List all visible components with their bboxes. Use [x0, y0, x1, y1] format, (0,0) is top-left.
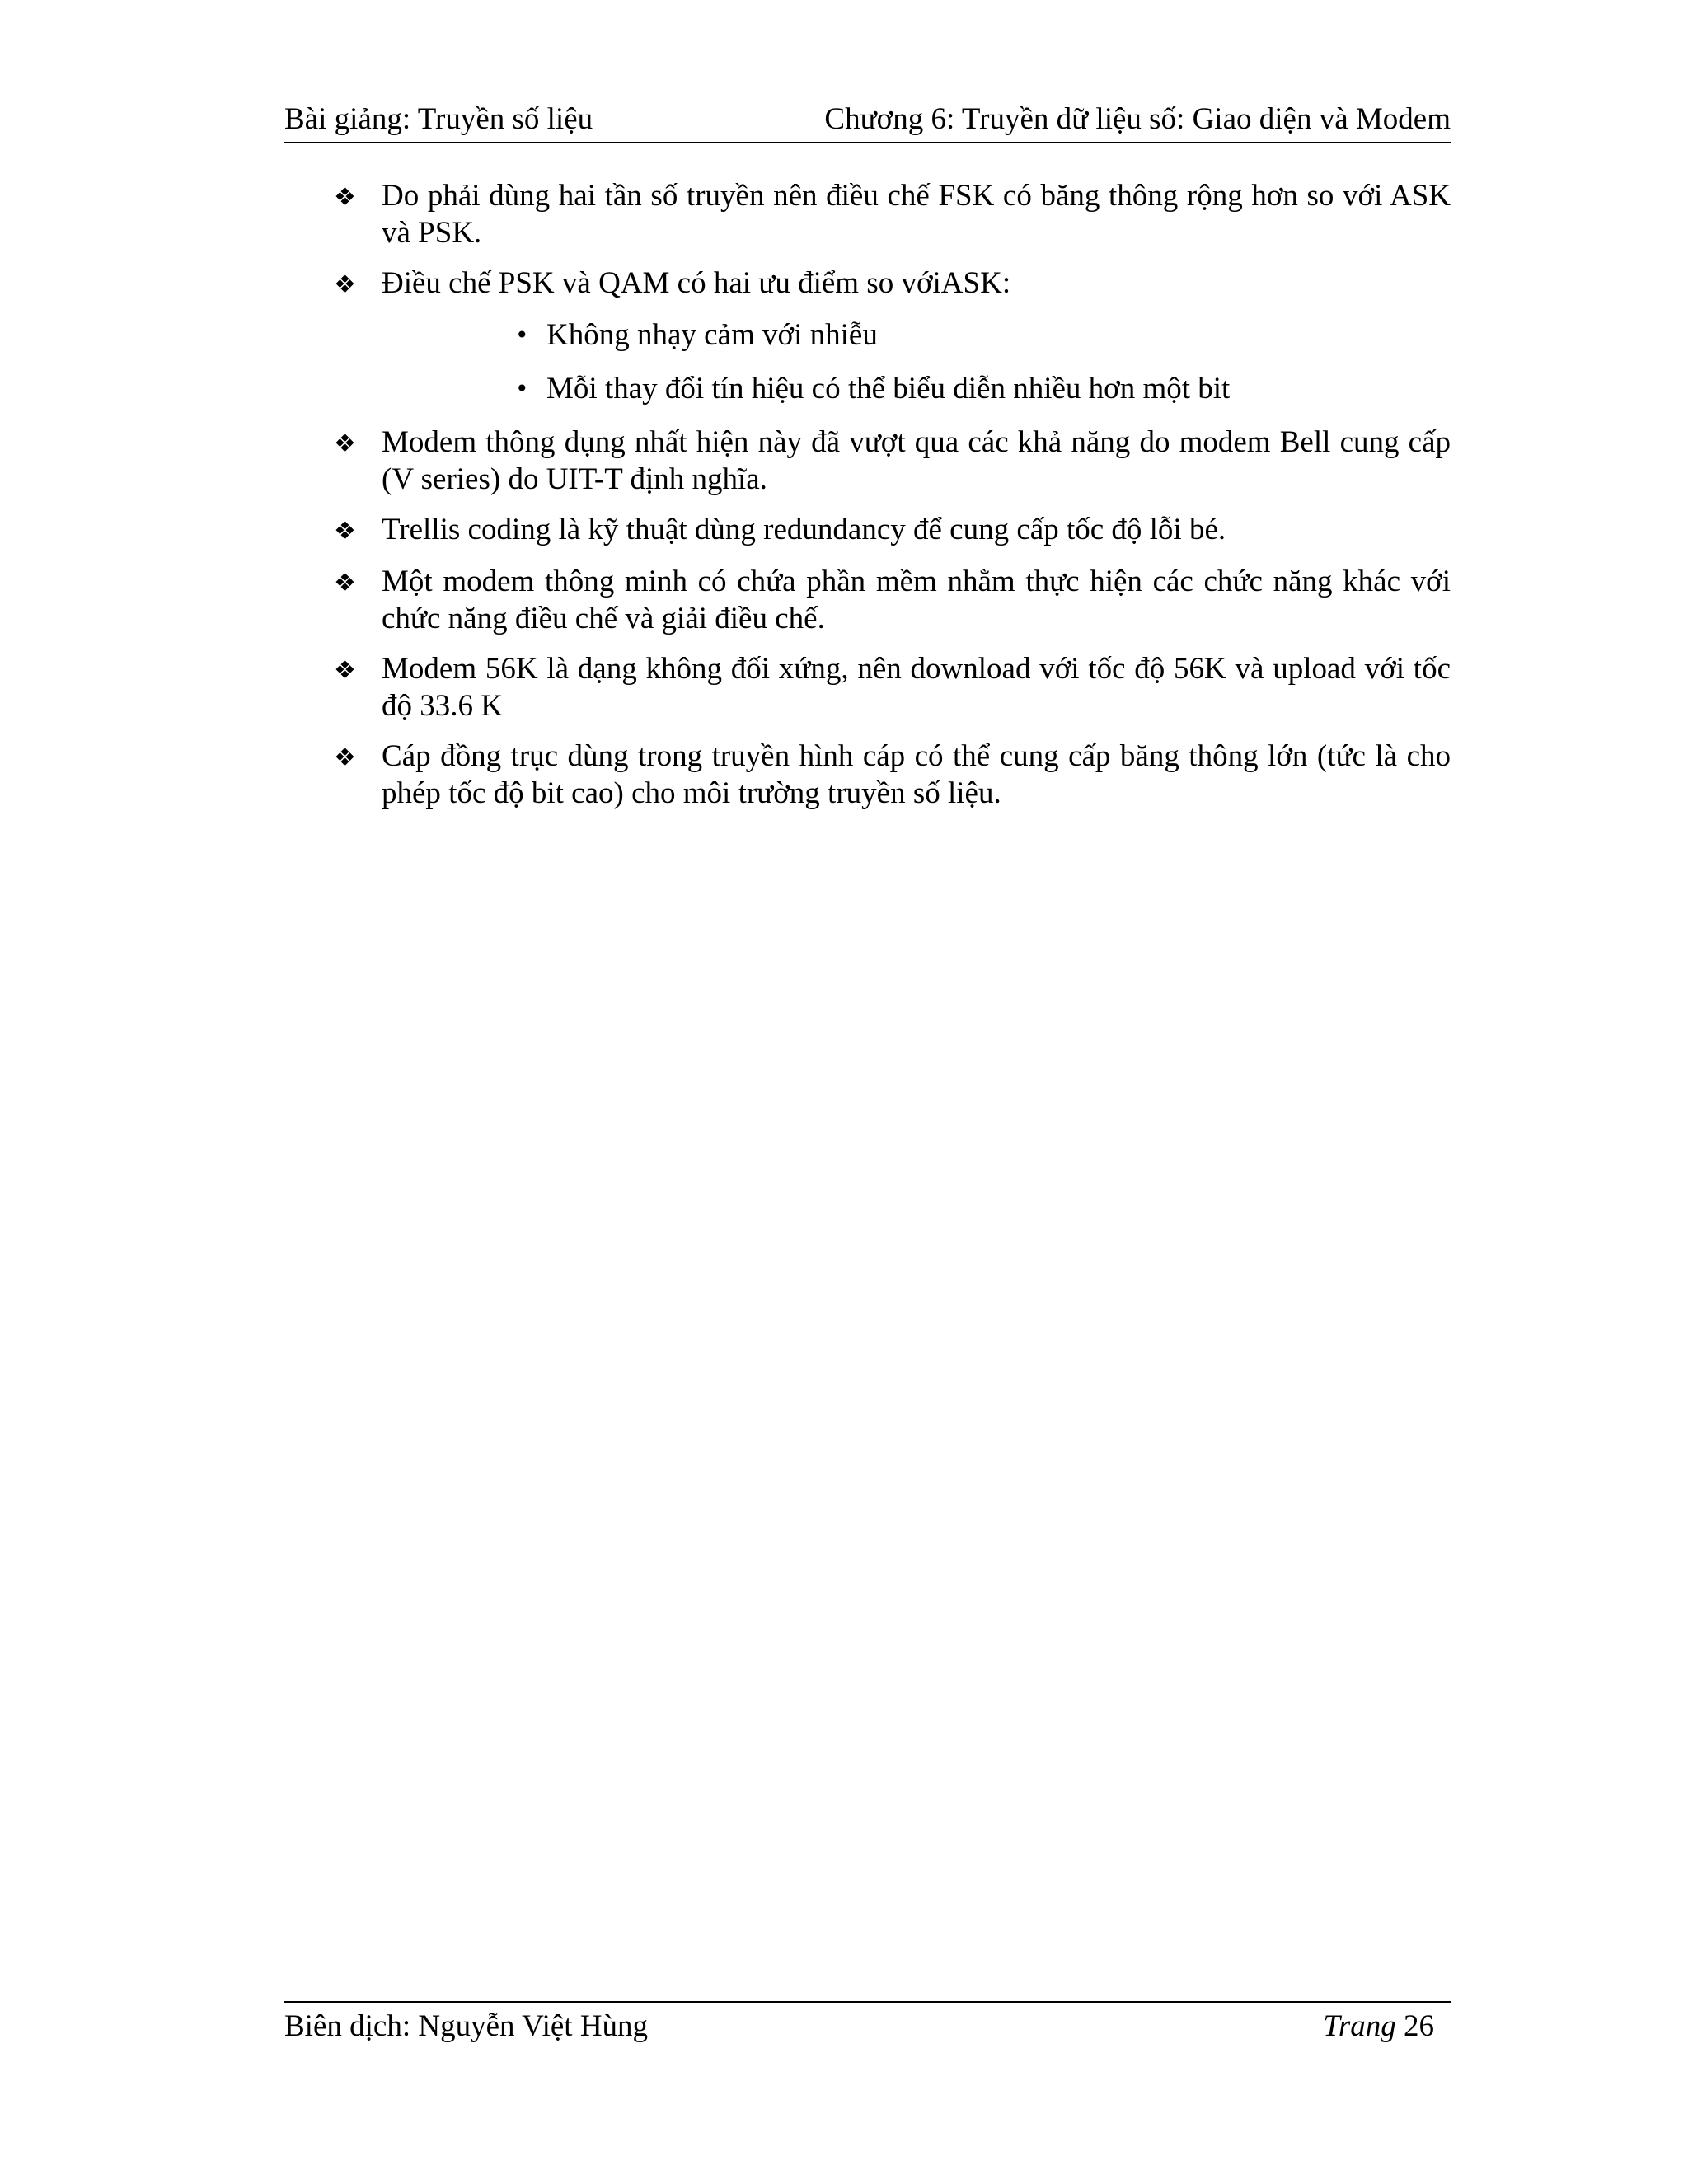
diamond-bullet-icon: ❖: [334, 569, 356, 598]
page-label: Trang: [1323, 2009, 1396, 2043]
diamond-bullet-icon: ❖: [334, 656, 356, 685]
diamond-bullet-icon: ❖: [334, 270, 356, 299]
page-number: [1323, 2008, 1451, 2046]
diamond-bullet-icon: ❖: [334, 183, 356, 212]
sub-list-item-text: Không nhạy cảm với nhiễu: [546, 318, 878, 352]
list-item-text: Modem thông dụng nhất hiện này đã vượt qua các khả năng do modem Bell cung cấp (V series) do UIT-T định nghĩa.: [382, 425, 1451, 496]
list-item: [334, 511, 1451, 550]
sub-list-item-text: Mỗi thay đổi tín hiệu có thể biểu diễn nhiều hơn một bit: [546, 372, 1231, 405]
list-item-text: Do phải dùng hai tần số truyền nên điều chế FSK có băng thông rộng hơn so với ASK và PSK.: [382, 179, 1451, 250]
diamond-bullet-icon: ❖: [334, 517, 356, 546]
list-item-text: Modem 56K là dạng không đối xứng, nên download với tốc độ 56K và upload với tốc độ 33.6 K: [382, 652, 1451, 723]
list-item-text: Một modem thông minh có chứa phần mềm nhằm thực hiện các chức năng khác với chức năng điều chế và giải điều chế.: [382, 565, 1451, 635]
list-item: [334, 650, 1451, 724]
list-item-text: Điều chế PSK và QAM có hai ưu điểm so vớiASK:: [382, 266, 1011, 300]
sub-list-item: [515, 316, 1451, 354]
list-item: [334, 563, 1451, 637]
sub-list-item: [515, 370, 1451, 407]
list-item-text: Cáp đồng trục dùng trong truyền hình cáp có thể cung cấp băng thông lớn (tức là cho phép tốc độ bit cao) cho môi trường truyền số liệu.: [382, 739, 1451, 810]
list-item: [334, 265, 1451, 303]
page-number-value: 26: [1404, 2009, 1434, 2043]
dot-bullet-icon: •: [515, 321, 529, 349]
page-footer: [284, 2001, 1451, 2046]
page-body: [334, 177, 1451, 825]
diamond-bullet-icon: ❖: [334, 743, 356, 772]
footer-translator: Biên dịch: Nguyễn Việt Hùng: [284, 2009, 649, 2043]
list-item: [334, 738, 1451, 812]
header-chapter-title: Chương 6: Truyền dữ liệu số: Giao diện và Modem: [824, 102, 1451, 136]
page-header: [284, 97, 1451, 143]
list-item: [334, 177, 1451, 251]
list-item-text: Trellis coding là kỹ thuật dùng redundancy để cung cấp tốc độ lỗi bé.: [382, 513, 1226, 546]
dot-bullet-icon: •: [515, 375, 529, 402]
list-item: [334, 424, 1451, 498]
diamond-bullet-icon: ❖: [334, 429, 356, 458]
header-course-title: Bài giảng: Truyền số liệu: [284, 102, 593, 136]
